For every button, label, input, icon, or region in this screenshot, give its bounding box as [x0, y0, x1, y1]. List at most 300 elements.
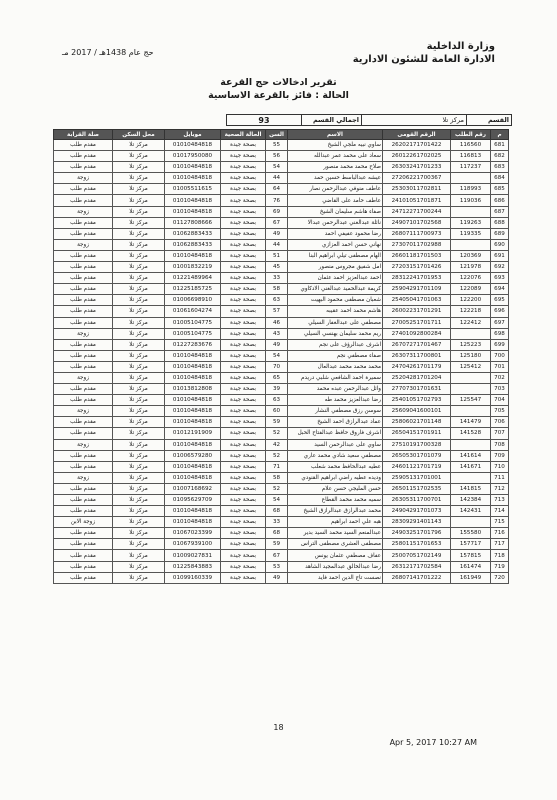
cell-rel: مقدم طلب	[54, 217, 113, 228]
cell-addr: مركز تلا	[113, 273, 165, 284]
cell-health: بصحة جيدة	[221, 528, 266, 539]
cell-name: وديده عطيه راضي ابراهيم القنودي	[288, 472, 383, 483]
cell-mobile: 01010484818	[165, 173, 221, 184]
cell-addr: مركز تلا	[113, 162, 165, 173]
cell-health: بصحة جيدة	[221, 384, 266, 395]
cell-name: عاطف حامد على القاضي	[288, 195, 383, 206]
cell-addr: مركز تلا	[113, 450, 165, 461]
cell-addr: مركز تلا	[113, 528, 165, 539]
cell-nid: 27005251701711	[383, 317, 451, 328]
total-label: اجمالي القسم	[302, 115, 362, 126]
cell-name: نائلة عبدالغني عبدالرحمن عبدالا	[288, 217, 383, 228]
cell-health: بصحة جيدة	[221, 317, 266, 328]
cell-req	[451, 206, 491, 217]
cell-req: 157815	[451, 550, 491, 561]
table-row	[54, 361, 509, 372]
table-row	[54, 561, 509, 572]
cell-age: 51	[266, 250, 288, 261]
column-header: محل السكن	[113, 130, 165, 140]
cell-req: 142431	[451, 506, 491, 517]
cell-health: بصحة جيدة	[221, 350, 266, 361]
table-row	[54, 250, 509, 261]
table-row	[54, 506, 509, 517]
cell-rel: مقدم طلب	[54, 284, 113, 295]
cell-req	[451, 517, 491, 528]
cell-nid: 26504151701911	[383, 428, 451, 439]
cell-name: هبه علي احمد ابراهيم	[288, 517, 383, 528]
cell-rel: مقدم طلب	[54, 306, 113, 317]
cell-name: رضا عبدالخالق عبدالمجيد الشاهد	[288, 561, 383, 572]
cell-nid: 25303011702811	[383, 184, 451, 195]
cell-age: 44	[266, 173, 288, 184]
cell-mobile: 01225185725	[165, 284, 221, 295]
cell-age: 63	[266, 295, 288, 306]
cell-name: صفاء هاشم سليمان الشيخ	[288, 206, 383, 217]
cell-addr: مركز تلا	[113, 517, 165, 528]
cell-n: 710	[491, 461, 509, 472]
cell-addr: مركز تلا	[113, 151, 165, 162]
cell-nid: 26501151702535	[383, 483, 451, 494]
cell-req: 157717	[451, 539, 491, 550]
cell-name: مصطفى العشرى مصطفى التراس	[288, 539, 383, 550]
table-row	[54, 184, 509, 195]
cell-n: 685	[491, 184, 509, 195]
cell-age: 64	[266, 184, 288, 195]
table-row	[54, 350, 509, 361]
cell-health: بصحة جيدة	[221, 328, 266, 339]
table-row	[54, 528, 509, 539]
cell-health: بصحة جيدة	[221, 195, 266, 206]
cell-n: 712	[491, 483, 509, 494]
cell-rel: مقدم طلب	[54, 250, 113, 261]
cell-n: 702	[491, 372, 509, 383]
table-row	[54, 395, 509, 406]
cell-req: 142384	[451, 495, 491, 506]
cell-req: 122200	[451, 295, 491, 306]
cell-n: 720	[491, 572, 509, 583]
cell-req	[451, 372, 491, 383]
cell-health: بصحة جيدة	[221, 217, 266, 228]
section-label: القسم	[467, 115, 512, 126]
summary-table	[55, 114, 512, 126]
cell-mobile: 01010484818	[165, 395, 221, 406]
cell-n: 691	[491, 250, 509, 261]
cell-addr: مركز تلا	[113, 539, 165, 550]
print-timestamp: Apr 5, 2017 10:27 AM	[389, 738, 477, 747]
cell-addr: مركز تلا	[113, 361, 165, 372]
cell-addr: مركز تلا	[113, 350, 165, 361]
cell-n: 693	[491, 273, 509, 284]
cell-n: 687	[491, 206, 509, 217]
cell-req	[451, 472, 491, 483]
cell-addr: مركز تلا	[113, 372, 165, 383]
report-title-line2: الحالة : فائز بالقرعة الاساسية	[208, 90, 349, 101]
table-row	[54, 228, 509, 239]
cell-rel: مقدم طلب	[54, 140, 113, 151]
cell-age: 55	[266, 140, 288, 151]
section-value: مركز تلا	[362, 115, 467, 126]
cell-n: 684	[491, 173, 509, 184]
cell-age: 49	[266, 572, 288, 583]
cell-addr: مركز تلا	[113, 173, 165, 184]
cell-age: 76	[266, 195, 288, 206]
cell-req: 125412	[451, 361, 491, 372]
cell-health: بصحة جيدة	[221, 395, 266, 406]
cell-name: كريمة عبدالحميد عبدالغني الادكاوي	[288, 284, 383, 295]
cell-health: بصحة جيدة	[221, 262, 266, 273]
cell-addr: مركز تلا	[113, 561, 165, 572]
table-row	[54, 461, 509, 472]
cell-mobile: 01010484818	[165, 140, 221, 151]
cell-req: 155580	[451, 528, 491, 539]
cell-n: 699	[491, 339, 509, 350]
table-row	[54, 317, 509, 328]
cell-n: 715	[491, 517, 509, 528]
cell-age: 69	[266, 206, 288, 217]
cell-age: 54	[266, 350, 288, 361]
cell-rel: مقدم طلب	[54, 561, 113, 572]
table-row	[54, 428, 509, 439]
cell-name: عاطف منوفي عبدالرحمن نصار	[288, 184, 383, 195]
cell-addr: مركز تلا	[113, 217, 165, 228]
cell-health: بصحة جيدة	[221, 495, 266, 506]
cell-age: 58	[266, 284, 288, 295]
cell-req: 119335	[451, 228, 491, 239]
column-header: الرقم القومى	[383, 130, 451, 140]
cell-n: 681	[491, 140, 509, 151]
cell-req: 125180	[451, 350, 491, 361]
cell-nid: 26707271701467	[383, 339, 451, 350]
cell-nid: 27206221700367	[383, 173, 451, 184]
cell-age: 68	[266, 528, 288, 539]
cell-addr: مركز تلا	[113, 262, 165, 273]
cell-mobile: 01010484818	[165, 461, 221, 472]
cell-nid: 24907101702568	[383, 217, 451, 228]
cell-health: بصحة جيدة	[221, 417, 266, 428]
cell-age: 59	[266, 539, 288, 550]
report-title-line1: تقرير ادخالات حج القرعة	[220, 77, 337, 88]
column-header: م	[491, 130, 509, 140]
table-row	[54, 217, 509, 228]
cell-nid: 27707301701631	[383, 384, 451, 395]
report-title	[0, 76, 557, 102]
cell-addr: مركز تلا	[113, 206, 165, 217]
cell-req: 141528	[451, 428, 491, 439]
cell-rel: زوجة	[54, 372, 113, 383]
column-header: رقم الطلب	[451, 130, 491, 140]
total-value: 93	[227, 115, 302, 126]
cell-mobile: 01013812808	[165, 384, 221, 395]
cell-req: 121978	[451, 262, 491, 273]
cell-age: 42	[266, 439, 288, 450]
cell-rel: مقدم طلب	[54, 483, 113, 494]
cell-health: بصحة جيدة	[221, 561, 266, 572]
cell-n: 718	[491, 550, 509, 561]
cell-name: الهام مصطفى تيلي ابراهيم البنا	[288, 250, 383, 261]
cell-req	[451, 384, 491, 395]
cell-name: اشرف عبدالرؤف على نجم	[288, 339, 383, 350]
cell-n: 711	[491, 472, 509, 483]
cell-age: 57	[266, 306, 288, 317]
table-row	[54, 173, 509, 184]
cell-age: 49	[266, 339, 288, 350]
cell-name: محمد محمد محمد عبدالعال	[288, 361, 383, 372]
cell-addr: مركز تلا	[113, 428, 165, 439]
cell-nid: 26601181701503	[383, 250, 451, 261]
cell-addr: مركز تلا	[113, 317, 165, 328]
cell-nid: 26505301701079	[383, 450, 451, 461]
cell-n: 686	[491, 195, 509, 206]
cell-name: عبدالمنعم السيد محمد السيد بدير	[288, 528, 383, 539]
cell-nid: 28312241701953	[383, 273, 451, 284]
table-row	[54, 450, 509, 461]
cell-rel: مقدم طلب	[54, 228, 113, 239]
cell-health: بصحة جيدة	[221, 184, 266, 195]
cell-name: نهاني حسن احمد العزازي	[288, 239, 383, 250]
cell-rel: مقدم طلب	[54, 461, 113, 472]
cell-age: 33	[266, 517, 288, 528]
cell-addr: مركز تلا	[113, 195, 165, 206]
cell-age: 44	[266, 239, 288, 250]
cell-addr: مركز تلا	[113, 184, 165, 195]
cell-name: امل شفيق مجروس منصور	[288, 262, 383, 273]
cell-name: سعاد على محمد عمر عبدالله	[288, 151, 383, 162]
cell-rel: مقدم طلب	[54, 450, 113, 461]
cell-name: عطيه عبدالحافظ محمد شعلب	[288, 461, 383, 472]
table-row	[54, 295, 509, 306]
cell-age: 46	[266, 317, 288, 328]
cell-rel: مقدم طلب	[54, 350, 113, 361]
cell-age: 68	[266, 506, 288, 517]
column-header: صلة القرابة	[54, 130, 113, 140]
cell-addr: مركز تلا	[113, 495, 165, 506]
cell-health: بصحة جيدة	[221, 506, 266, 517]
cell-n: 688	[491, 217, 509, 228]
cell-rel: زوجة	[54, 328, 113, 339]
cell-age: 67	[266, 550, 288, 561]
cell-age: 45	[266, 262, 288, 273]
cell-health: بصحة جيدة	[221, 250, 266, 261]
table-row	[54, 162, 509, 173]
cell-nid: 26312171702584	[383, 561, 451, 572]
applicants-table	[53, 129, 509, 584]
department-name: الادارة العامة للشئون الادارية	[352, 54, 495, 65]
cell-req: 122076	[451, 273, 491, 284]
cell-mobile: 01010484818	[165, 206, 221, 217]
cell-age: 54	[266, 495, 288, 506]
cell-health: بصحة جيدة	[221, 472, 266, 483]
cell-mobile: 01010484818	[165, 350, 221, 361]
column-header: الاسم	[288, 130, 383, 140]
cell-addr: مركز تلا	[113, 406, 165, 417]
table-row	[54, 372, 509, 383]
cell-health: بصحة جيدة	[221, 151, 266, 162]
cell-n: 705	[491, 406, 509, 417]
cell-age: 63	[266, 395, 288, 406]
cell-rel: مقدم طلب	[54, 361, 113, 372]
cell-addr: مركز تلا	[113, 239, 165, 250]
cell-mobile: 01127808666	[165, 217, 221, 228]
cell-mobile: 01010484818	[165, 372, 221, 383]
cell-name: سميه محمد محمد القطاع	[288, 495, 383, 506]
cell-addr: مركز تلا	[113, 417, 165, 428]
cell-req	[451, 173, 491, 184]
cell-mobile: 01010484818	[165, 361, 221, 372]
cell-mobile: 01062883433	[165, 239, 221, 250]
cell-rel: زوجة	[54, 239, 113, 250]
cell-n: 683	[491, 162, 509, 173]
table-row	[54, 384, 509, 395]
cell-mobile: 01221489964	[165, 273, 221, 284]
cell-mobile: 01001832219	[165, 262, 221, 273]
cell-req: 161949	[451, 572, 491, 583]
cell-addr: مركز تلا	[113, 328, 165, 339]
cell-name: محمد عبدالرازق عبدالرازق الشيخ	[288, 506, 383, 517]
cell-nid: 27307011702988	[383, 239, 451, 250]
table-row	[54, 550, 509, 561]
cell-nid: 25204281701204	[383, 372, 451, 383]
cell-mobile: 01010484818	[165, 439, 221, 450]
cell-n: 703	[491, 384, 509, 395]
cell-health: بصحة جيدة	[221, 162, 266, 173]
table-row	[54, 262, 509, 273]
cell-health: بصحة جيدة	[221, 517, 266, 528]
column-header: موبايل	[165, 130, 221, 140]
cell-rel: مقدم طلب	[54, 572, 113, 583]
cell-addr: مركز تلا	[113, 250, 165, 261]
cell-health: بصحة جيدة	[221, 483, 266, 494]
cell-nid: 24101051701871	[383, 195, 451, 206]
cell-nid: 25609041600101	[383, 406, 451, 417]
cell-mobile: 01010484818	[165, 406, 221, 417]
cell-nid: 25904291701109	[383, 284, 451, 295]
cell-health: بصحة جيدة	[221, 450, 266, 461]
cell-req: 116560	[451, 140, 491, 151]
cell-nid: 28309291401143	[383, 517, 451, 528]
cell-age: 71	[266, 461, 288, 472]
cell-addr: مركز تلا	[113, 550, 165, 561]
cell-rel: مقدم طلب	[54, 195, 113, 206]
cell-rel: مقدم طلب	[54, 339, 113, 350]
cell-mobile: 01005104775	[165, 328, 221, 339]
table-row	[54, 140, 509, 151]
cell-addr: مركز تلا	[113, 306, 165, 317]
cell-mobile: 01095629709	[165, 495, 221, 506]
cell-name: صفاء مصطفي نجم	[288, 350, 383, 361]
hajj-year: حج عام 1438هـ / 2017 مـ	[62, 48, 154, 57]
cell-name: ساوي على عبدالرحمن السيد	[288, 439, 383, 450]
cell-rel: مقدم طلب	[54, 495, 113, 506]
cell-age: 43	[266, 328, 288, 339]
ministry-name: وزارة الداخلية	[426, 41, 495, 52]
cell-age: 52	[266, 450, 288, 461]
cell-n: 695	[491, 295, 509, 306]
cell-addr: مركز تلا	[113, 395, 165, 406]
cell-rel: مقدم طلب	[54, 162, 113, 173]
cell-nid: 24903251701796	[383, 528, 451, 539]
cell-req: 141815	[451, 483, 491, 494]
cell-n: 694	[491, 284, 509, 295]
cell-n: 719	[491, 561, 509, 572]
cell-name: وائل عبدالرحمن عبده محمد	[288, 384, 383, 395]
cell-name: رضا محمود عفيفي احمد	[288, 228, 383, 239]
cell-req: 125223	[451, 339, 491, 350]
table-row	[54, 483, 509, 494]
cell-req: 125547	[451, 395, 491, 406]
cell-name: عفاف مصطفي عثمان يونس	[288, 550, 383, 561]
cell-rel: زوجة الابن	[54, 517, 113, 528]
cell-addr: مركز تلا	[113, 472, 165, 483]
table-row	[54, 151, 509, 162]
cell-req: 118993	[451, 184, 491, 195]
cell-req: 120369	[451, 250, 491, 261]
cell-mobile: 01010484818	[165, 506, 221, 517]
cell-req: 119036	[451, 195, 491, 206]
cell-age: 70	[266, 361, 288, 372]
cell-health: بصحة جيدة	[221, 428, 266, 439]
cell-addr: مركز تلا	[113, 284, 165, 295]
cell-mobile: 01010484818	[165, 162, 221, 173]
cell-n: 716	[491, 528, 509, 539]
table-row	[54, 439, 509, 450]
cell-n: 706	[491, 417, 509, 428]
table-row	[54, 495, 509, 506]
cell-age: 59	[266, 417, 288, 428]
cell-age: 33	[266, 273, 288, 284]
cell-addr: مركز تلا	[113, 339, 165, 350]
cell-nid: 26002231701291	[383, 306, 451, 317]
cell-n: 696	[491, 306, 509, 317]
cell-name: اشرف فاروق حافظ عبدالفتاح الحبل	[288, 428, 383, 439]
cell-age: 65	[266, 372, 288, 383]
cell-rel: زوجة	[54, 439, 113, 450]
cell-mobile: 01099160339	[165, 572, 221, 583]
cell-health: بصحة جيدة	[221, 539, 266, 550]
cell-req: 161474	[451, 561, 491, 572]
cell-rel: مقدم طلب	[54, 151, 113, 162]
cell-nid: 27203151701426	[383, 262, 451, 273]
table-header	[54, 130, 509, 140]
cell-rel: مقدم طلب	[54, 295, 113, 306]
cell-name: عماد عبدالرازق احمد الشيخ	[288, 417, 383, 428]
cell-name: رضا عبدالعزيز محمد طه	[288, 395, 383, 406]
table-row	[54, 539, 509, 550]
cell-n: 697	[491, 317, 509, 328]
cell-n: 682	[491, 151, 509, 162]
cell-n: 704	[491, 395, 509, 406]
cell-rel: زوجة	[54, 206, 113, 217]
cell-name: عيشه عبدالباسط حسين حمد	[288, 173, 383, 184]
cell-rel: مقدم طلب	[54, 184, 113, 195]
table-row	[54, 339, 509, 350]
cell-nid: 24904291701073	[383, 506, 451, 517]
cell-mobile: 01017950080	[165, 151, 221, 162]
cell-n: 707	[491, 428, 509, 439]
cell-addr: مركز تلا	[113, 483, 165, 494]
cell-req: 141479	[451, 417, 491, 428]
cell-n: 714	[491, 506, 509, 517]
cell-req	[451, 328, 491, 339]
cell-health: بصحة جيدة	[221, 140, 266, 151]
cell-age: 52	[266, 483, 288, 494]
cell-name: مصطفي سعيد شادي محمد عاري	[288, 450, 383, 461]
cell-mobile: 01005104775	[165, 317, 221, 328]
cell-health: بصحة جيدة	[221, 206, 266, 217]
cell-addr: مركز تلا	[113, 439, 165, 450]
cell-n: 709	[491, 450, 509, 461]
cell-health: بصحة جيدة	[221, 372, 266, 383]
cell-nid: 26202171701422	[383, 140, 451, 151]
